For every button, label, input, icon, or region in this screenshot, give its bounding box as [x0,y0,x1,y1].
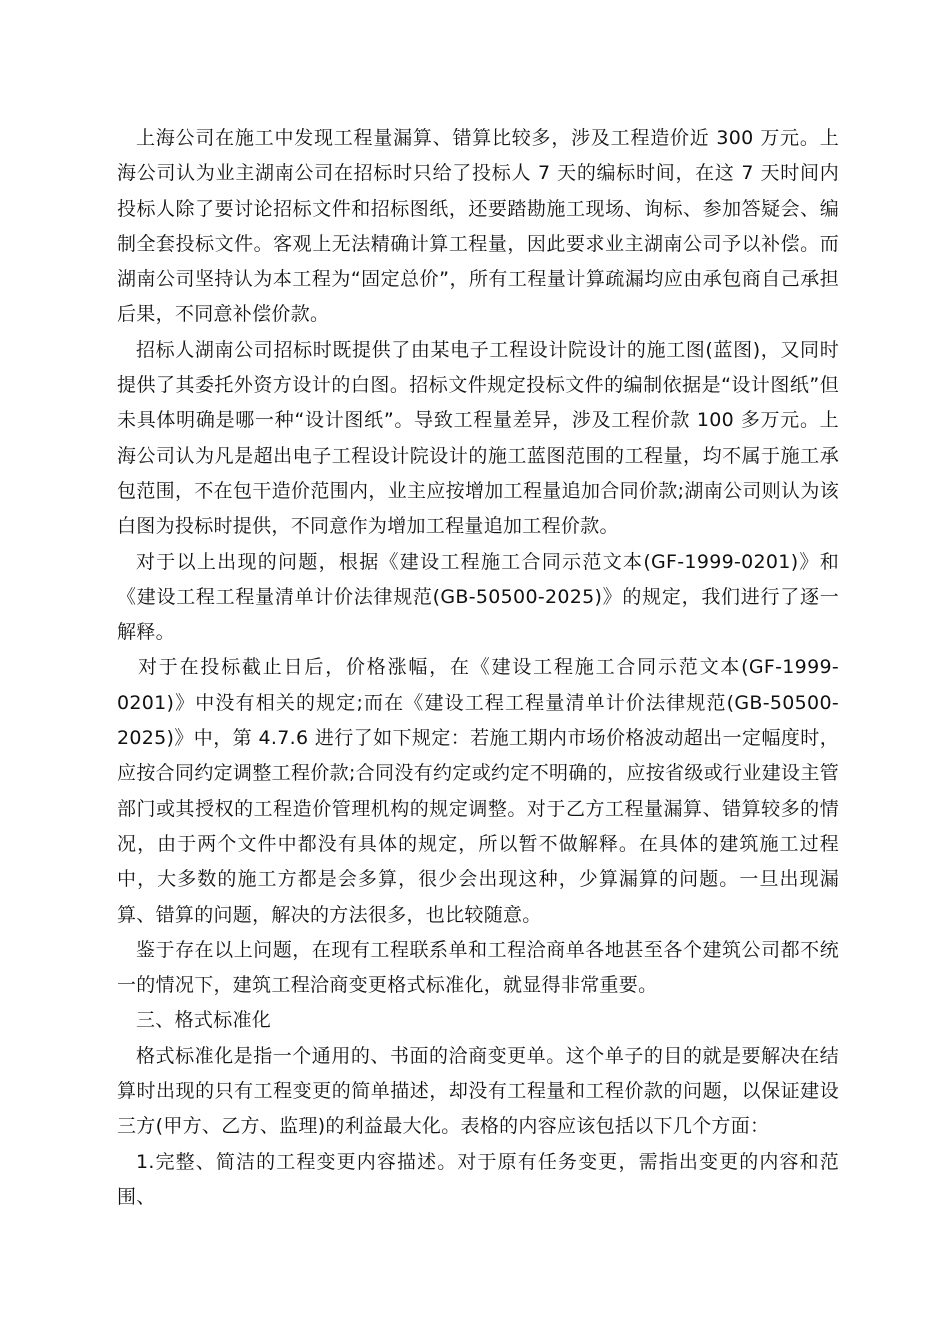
paragraph-format-definition: 格式标准化是指一个通用的、书面的洽商变更单。这个单子的目的就是要解决在结算时出现的只有工程变更的简单描述，却没有工程量和工程价款的问题，以保证建设三方(甲方、乙方、监理)的利益最大化。表格的内容应该包括以下几个方面： [117,1044,839,1138]
section-heading-format-standardization: 三、格式标准化 [136,1009,272,1032]
document-body [117,121,839,1215]
paragraph-price-fluctuation: 对于在投标截止日后，价格涨幅，在《建设工程施工合同示范文本(GF-1999-0201)》中没有相关的规定;而在《建设工程工程量清单计价法律规范(GB-50500-2025)》中，第 4.7.6 进行了如下规定：若施工期内市场价格波动超出一定幅度时，应按合同约定调整工程价款;合同没有约定或约定不明确的，应按省级或行业建设主管部门或其授权的工程造价管理机构的规定调整。对于乙方工程量漏算、错算较多的情况，由于两个文件中都没有具体的规定，所以暂不做解释。在具体的建筑施工过程中，大多数的施工方都是会多算，很少会出现这种，少算漏算的问题。一旦出现漏算、错算的问题，解决的方法很多，也比较随意。 [117,656,839,926]
paragraph-standardization-importance: 鉴于存在以上问题，在现有工程联系单和工程洽商单各地甚至各个建筑公司都不统一的情况下，建筑工程洽商变更格式标准化，就显得非常重要。 [117,938,839,997]
list-item-1: 1.完整、简洁的工程变更内容描述。对于原有任务变更，需指出变更的内容和范围、 [117,1150,839,1208]
paragraph-cost-omission: 上海公司在施工中发现工程量漏算、错算比较多，涉及工程造价近 300 万元。上海公司认为业主湖南公司在招标时只给了投标人 7 天的编标时间，在这 7 天时间内投标人除了要讨论招标文件和招标图纸，还要踏勘施工现场、询标、参加答疑会、编制全套投标文件。客观上无法精确计算工程量，因此要求业主湖南公司予以补偿。而湖南公司坚持认为本工程为“固定总价”，所有工程量计算疏漏均应由承包商自己承担后果，不同意补偿价款。 [117,127,839,326]
paragraph-regulation-reference: 对于以上出现的问题，根据《建设工程施工合同示范文本(GF-1999-0201)》和《建设工程工程量清单计价法律规范(GB-50500-2025)》的规定，我们进行了逐一解释。 [117,550,839,644]
paragraph-drawing-dispute: 招标人湖南公司招标时既提供了由某电子工程设计院设计的施工图(蓝图)，又同时提供了其委托外资方设计的白图。招标文件规定投标文件的编制依据是“设计图纸”但未具体明确是哪一种“设计图纸”。导致工程量差异，涉及工程价款 100 多万元。上海公司认为凡是超出电子工程设计院设计的施工蓝图范围的工程量，均不属于施工承包范围，不在包干造价范围内，业主应按增加工程量追加合同价款;湖南公司则认为该白图为投标时提供，不同意作为增加工程量追加工程价款。 [117,338,839,538]
